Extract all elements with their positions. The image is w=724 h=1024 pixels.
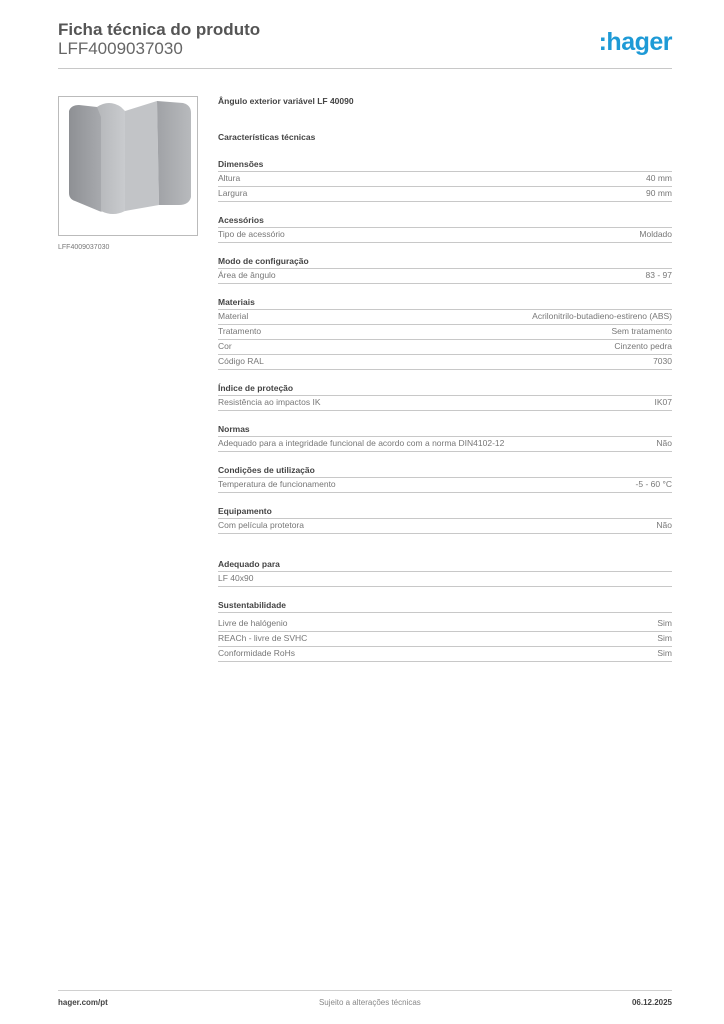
- spec-label: Livre de halógenio: [218, 618, 288, 628]
- spec-label: Material: [218, 311, 249, 321]
- spec-label: Tipo de acessório: [218, 229, 285, 239]
- document-header: [58, 20, 672, 68]
- spec-row: [218, 437, 672, 452]
- group-title: Equipamento: [218, 505, 672, 519]
- spec-value: IK07: [654, 397, 672, 407]
- group-title: Materiais: [218, 296, 672, 310]
- spec-value: Sim: [657, 648, 672, 658]
- group-title: Índice de proteção: [218, 382, 672, 396]
- spec-value: 83 - 97: [645, 270, 672, 280]
- group-title: Modo de configuração: [218, 255, 672, 269]
- spec-value: 7030: [653, 356, 672, 366]
- spec-label: Tratamento: [218, 326, 262, 336]
- spec-group-sustainability: [218, 599, 672, 662]
- product-reference: LFF4009037030: [58, 39, 183, 58]
- spec-value: Não: [656, 520, 672, 530]
- group-title: Condições de utilização: [218, 464, 672, 478]
- spec-row: [218, 325, 672, 340]
- spec-value: Acrilonitrilo-butadieno-estireno (ABS): [532, 311, 672, 321]
- spec-label: Resistência ao impactos IK: [218, 397, 321, 407]
- spec-value: 90 mm: [646, 188, 672, 198]
- spec-value: Sim: [657, 618, 672, 628]
- document-title: Ficha técnica do produto: [58, 20, 261, 39]
- spec-value: Moldado: [639, 229, 672, 239]
- spec-row: [218, 519, 672, 534]
- spec-row: [218, 269, 672, 284]
- group-title: Adequado para: [218, 558, 672, 572]
- section-title: Características técnicas: [218, 132, 316, 142]
- group-title: Acessórios: [218, 214, 672, 228]
- spec-group-dimensions: [218, 158, 672, 202]
- spec-label: LF 40x90: [218, 573, 254, 583]
- hager-logo: :hager: [598, 28, 672, 56]
- spec-row: [218, 187, 672, 202]
- spec-group-standards: [218, 423, 672, 452]
- image-caption: LFF4009037030: [58, 244, 110, 251]
- spec-value: -5 - 60 °C: [635, 479, 672, 489]
- spec-group-configuration: [218, 255, 672, 284]
- spec-row: [218, 572, 672, 587]
- spec-row: [218, 647, 672, 662]
- spec-label: Altura: [218, 173, 241, 183]
- spec-label: Temperatura de funcionamento: [218, 479, 336, 489]
- spec-row: [218, 632, 672, 647]
- group-title: Dimensões: [218, 158, 672, 172]
- spec-value: Sem tratamento: [611, 326, 672, 336]
- spec-group-suitable-for: [218, 558, 672, 587]
- spec-label: Conformidade RoHs: [218, 648, 296, 658]
- header-divider: [58, 68, 672, 69]
- spec-label: Área de ângulo: [218, 270, 276, 280]
- spec-group-protection: [218, 382, 672, 411]
- group-title: Normas: [218, 423, 672, 437]
- footer-divider: [58, 990, 672, 991]
- spec-row: [218, 617, 672, 632]
- spec-label: Adequado para a integridade funcional de acordo com a norma DIN4102-12: [218, 438, 505, 448]
- spacer: [218, 546, 672, 558]
- spec-value: Sim: [657, 633, 672, 643]
- footer-date: 06.12.2025: [631, 998, 672, 1007]
- spec-row: [218, 396, 672, 411]
- spec-row: [218, 172, 672, 187]
- spec-label: Largura: [218, 188, 248, 198]
- spec-row: [218, 355, 672, 370]
- product-image: [58, 96, 198, 236]
- spec-value: 40 mm: [646, 173, 672, 183]
- product-name: Ângulo exterior variável LF 40090: [218, 96, 354, 106]
- spec-label: Com película protetora: [218, 520, 304, 530]
- spec-row: [218, 340, 672, 355]
- spec-value: Não: [656, 438, 672, 448]
- spec-label: Cor: [218, 341, 232, 351]
- document-footer: [58, 998, 672, 1007]
- group-title: Sustentabilidade: [218, 599, 672, 613]
- spec-group-conditions: [218, 464, 672, 493]
- footer-notice: Sujeito a alterações técnicas: [318, 998, 421, 1007]
- spec-label: REACh - livre de SVHC: [218, 633, 308, 643]
- spec-row: [218, 478, 672, 493]
- spec-label: Código RAL: [218, 356, 264, 366]
- spec-group-equipment: [218, 505, 672, 534]
- spec-group-accessories: [218, 214, 672, 243]
- spec-group-materials: [218, 296, 672, 370]
- spec-value: Cinzento pedra: [614, 341, 672, 351]
- spec-row: [218, 228, 672, 243]
- spec-content: [218, 96, 672, 674]
- footer-website[interactable]: hager.com/pt: [58, 998, 108, 1007]
- product-photo-angle-icon: [59, 97, 198, 236]
- spec-row: [218, 310, 672, 325]
